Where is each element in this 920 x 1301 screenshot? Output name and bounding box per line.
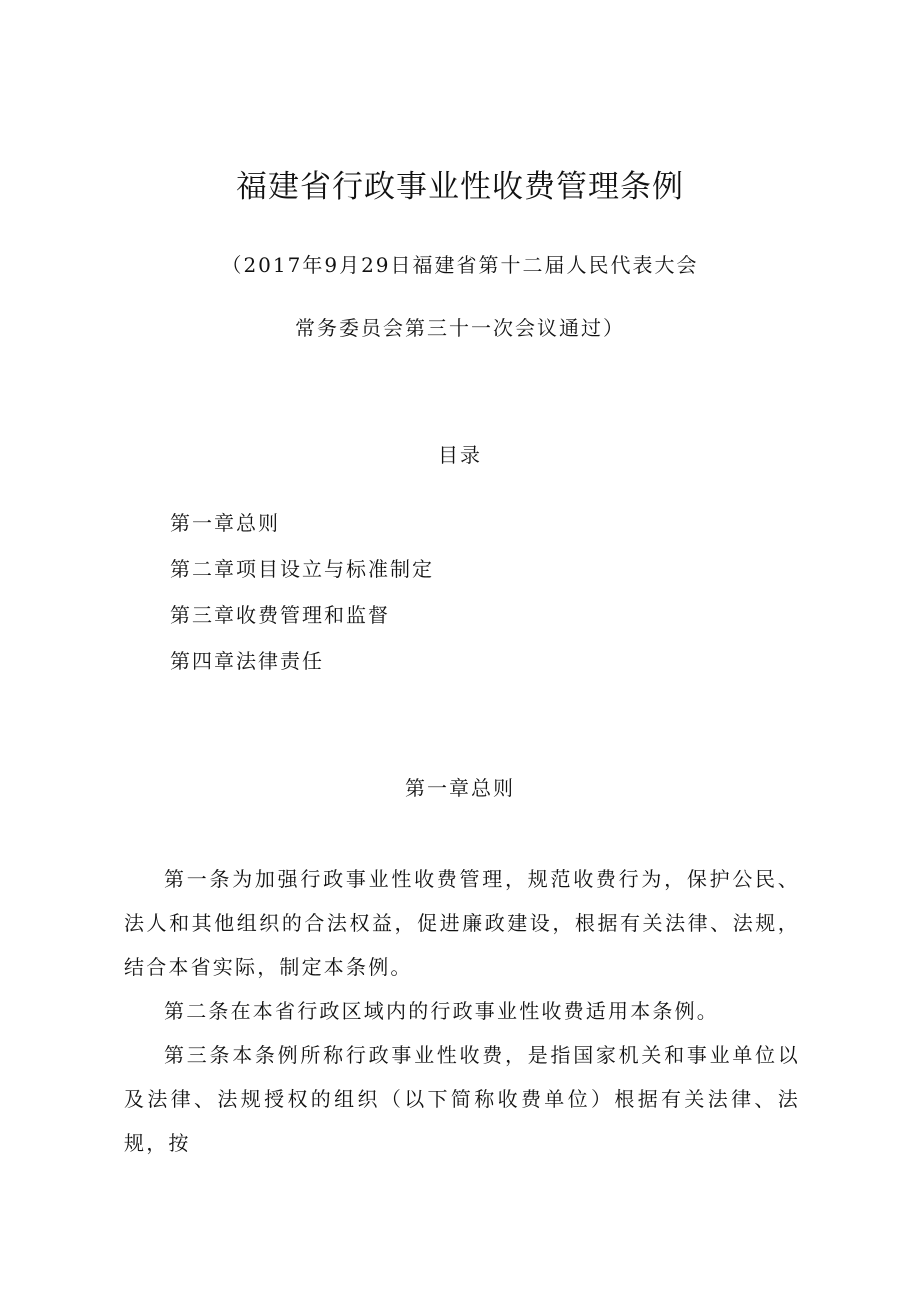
article-3-paragraph: 第三条本条例所称行政事业性收费，是指国家机关和事业单位以及法律、法规授权的组织（以下简称收费单位）根据有关法律、法规，按 (124, 1043, 800, 1155)
toc-heading: 目录 (438, 443, 482, 467)
adoption-note-line-2: 常务委员会第三十一次会议通过） (295, 316, 625, 340)
adoption-note-line-1: （2017年9月29日福建省第十二届人民代表大会 (221, 253, 699, 277)
toc-item-chapter-2: 第二章项目设立与标准制定 (170, 557, 434, 581)
toc-item-chapter-3: 第三章收费管理和监督 (170, 603, 390, 627)
table-of-contents (170, 508, 434, 692)
article-2-paragraph: 第二条在本省行政区域内的行政事业性收费适用本条例。 (164, 999, 719, 1023)
toc-item-chapter-1: 第一章总则 (170, 511, 280, 535)
document-title: 福建省行政事业性收费管理条例 (236, 169, 684, 205)
article-1-paragraph: 第一条为加强行政事业性收费管理，规范收费行为，保护公民、法人和其他组织的合法权益，促进廉政建设，根据有关法律、法规，结合本省实际，制定本条例。 (124, 867, 800, 979)
toc-item-chapter-4: 第四章法律责任 (170, 649, 324, 673)
chapter-one-heading: 第一章总则 (405, 776, 515, 800)
